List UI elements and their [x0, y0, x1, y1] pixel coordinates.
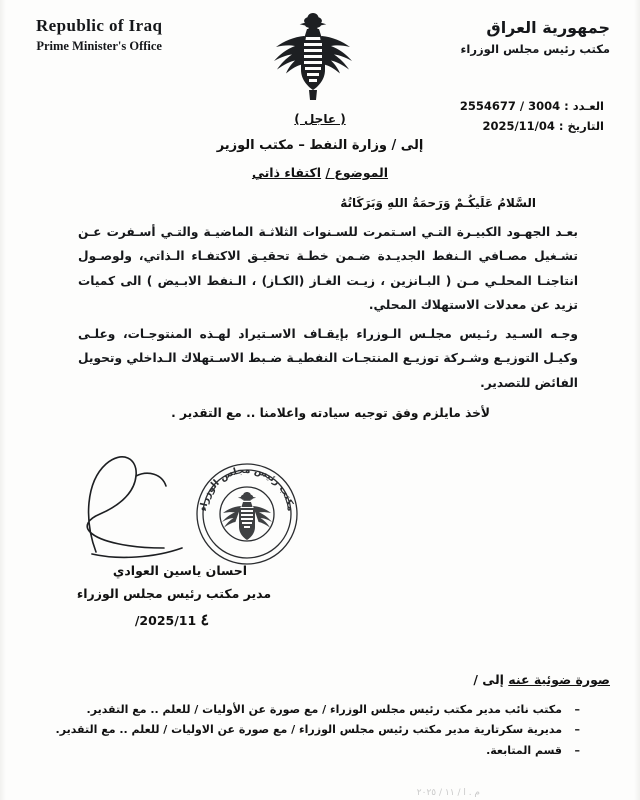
meta-number-value: 3004 / 2554677: [459, 99, 561, 113]
header-office-ar: مكتب رئيس مجلس الوزراء: [460, 42, 610, 56]
cc-list: [55, 700, 580, 761]
header-english-block: [36, 16, 162, 54]
eagle-of-saladin-emblem: [268, 10, 358, 102]
cc-item-1: مكتب نائب مدير مكتب رئيس مجلس الوزراء / مع صورة عن الأوليات / للعلم .. مع التقدير.: [86, 703, 562, 716]
official-round-stamp: [182, 456, 312, 576]
signature-date-handwritten: ٤: [200, 610, 210, 629]
list-item: [55, 720, 580, 740]
meta-number-label: العـدد :: [564, 99, 604, 113]
signature-area: [0, 438, 640, 638]
subject-line: [0, 165, 640, 180]
recipient-line: إلى / وزارة النفط – مكتب الوزير: [216, 138, 424, 153]
cc-item-2: مديرية سكرتارية مدير مكتب رئيس مجلس الوزراء / مع صورة عن الاوليات / للعلم .. مع التقدير.: [55, 723, 562, 737]
meta-date-label: التاريخ :: [558, 119, 604, 134]
body-paragraph-2: وجـه السـيد رئـيس مجلـس الـوزراء بإيقـاف الاسـتيراد لهـذه المنتوجـات، وعلـى وكيـل التوزيـع وشـركة توزيـع المنتجـات النفطيـة ضـبط الاسـتهلاك الـداخلي وتحويل الفائض للتصدير.: [78, 327, 578, 390]
signature-date-printed: 2025/11/: [134, 613, 197, 628]
urgent-label: ( عاجل ): [294, 112, 346, 126]
cc-dash-3: –: [574, 743, 580, 757]
signature-date: [62, 610, 282, 629]
document-header: [0, 10, 640, 102]
stamp-text: مكتب رئيس مجلس الوزراء: [198, 464, 296, 512]
header-office-en: Prime Minister's Office: [36, 39, 162, 53]
subject-value: اكتفاء ذاتي: [251, 165, 322, 180]
body-closing-line: لأخذ مايلزم وفق توجيه سيادته واعلامنا .. مع التقدير .: [171, 406, 490, 420]
greeting-line: السَّلامُ عَلَيكُـمْ وَرَحمَةُ اللهِ وَبَرَكَاتُهُ: [340, 196, 536, 210]
urgent-marker: [0, 112, 640, 126]
header-country-en: Republic of Iraq: [36, 16, 163, 35]
cc-heading: [473, 672, 610, 687]
footer-faint-note: م . ا / ١١ / ٢٠٢٥: [416, 788, 480, 798]
cc-dash-2: –: [574, 723, 580, 737]
signatory-title: مدير مكتب رئيس مجلس الوزراء: [76, 586, 272, 601]
header-country-ar: جمهورية العراق: [486, 18, 610, 37]
subject-label: الموضوع /: [325, 165, 389, 180]
body-paragraph-1: بعـد الجهـود الكبيـرة التـي اسـتمرت للسـنوات الثلاثـة الماضيـة والتـي أسـفرت عـن تشـغيل مصـافي الـنفط الجديـدة ضـمن خطـة تحقيـق الاكتفـاء الـذاتي، ولوصـول انتاجنـا المحلـي مـن ( البـانزين ، زيـت الغـاز (الكـاز) ، الـنفط الابـيض ) الى كميات تزيد عن معدلات الاستهلاك المحلي.: [78, 225, 578, 313]
cc-dash-1: –: [574, 703, 580, 716]
cc-item-3: قسم المتابعة.: [486, 743, 562, 757]
cc-heading-suffix: إلى /: [473, 672, 504, 687]
meta-date-value: 2025/11/04: [482, 119, 555, 134]
header-arabic-block: [461, 18, 610, 56]
list-item: [160, 741, 580, 761]
cc-heading-label: صورة ضوئية عنه: [508, 672, 610, 687]
signatory-name: احسان ياسين العوادي: [112, 563, 248, 578]
list-item: [86, 700, 580, 720]
